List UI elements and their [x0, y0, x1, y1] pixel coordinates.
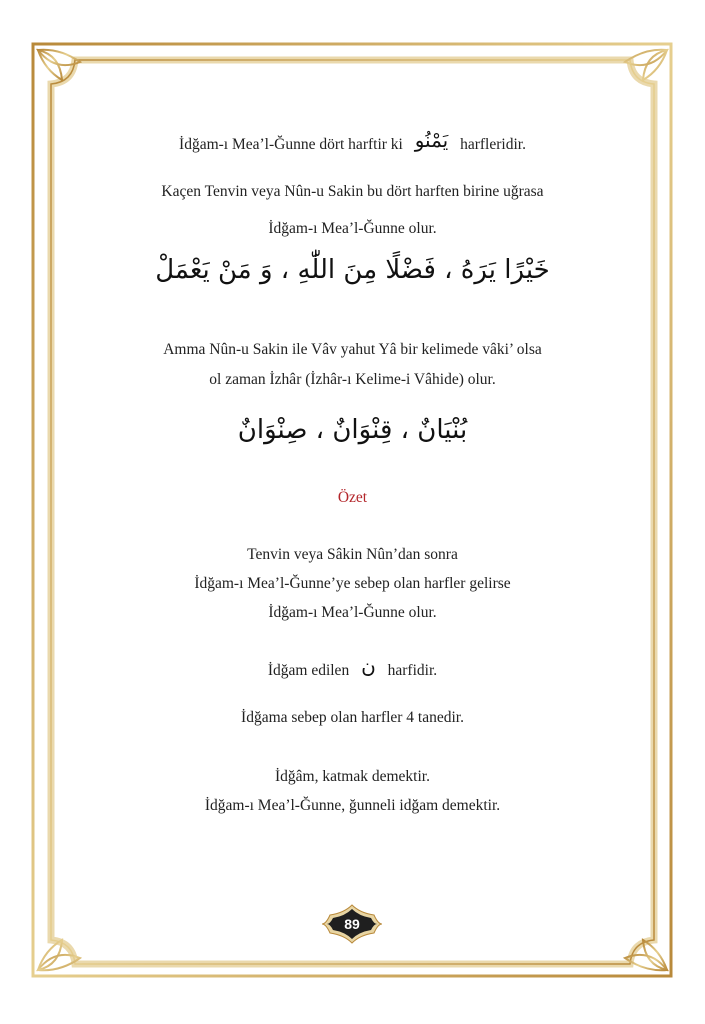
summary-line-4: [0, 656, 705, 681]
summary-line-3: İdğam-ı Mea’l-Ğunne olur.: [268, 604, 437, 621]
text-line-1-before: İdğam-ı Mea’l-Ğunne dört harftir ki: [179, 136, 403, 153]
arabic-example-2: بُنْيَانٌ ، قِنْوَانٌ ، صِنْوَانٌ: [237, 415, 468, 445]
arabic-example-1: خَيْرًا يَرَهُ ، فَضْلًا مِنَ اللّٰهِ ، وَ مَنْ يَعْمَلْ: [155, 255, 550, 285]
text-line-5: ol zaman İzhâr (İzhâr-ı Kelime-i Vâhide) olur.: [209, 371, 496, 388]
text-line-2: Kaçen Tenvin veya Nûn-u Sakin bu dört harften birine uğrasa: [161, 183, 544, 200]
summary-line-4-after: harfidir.: [387, 662, 438, 679]
summary-line-1: Tenvin veya Sâkin Nûn’dan sonra: [247, 546, 458, 563]
arabic-letters-word: يَمْنُو: [414, 128, 449, 152]
text-line-3: İdğam-ı Mea’l-Ğunne olur.: [268, 220, 437, 237]
summary-line-4-before: İdğam edilen: [267, 662, 350, 679]
summary-line-5: İdğama sebep olan harfler 4 tanedir.: [241, 709, 464, 726]
summary-line-6: İdğâm, katmak demektir.: [275, 768, 430, 785]
text-line-1-after: harfleridir.: [460, 136, 526, 153]
arabic-letter-nun: ن: [361, 654, 376, 678]
summary-line-7: İdğam-ı Mea’l-Ğunne, ğunneli idğam demektir.: [204, 797, 501, 814]
page-number: 89: [344, 916, 360, 932]
summary-heading: Özet: [337, 489, 368, 506]
summary-line-2: İdğam-ı Mea’l-Ğunne’ye sebep olan harfler gelirse: [194, 575, 511, 592]
text-line-1: [0, 130, 705, 155]
text-line-4: Amma Nûn-u Sakin ile Vâv yahut Yâ bir kelimede vâki’ olsa: [163, 341, 542, 358]
